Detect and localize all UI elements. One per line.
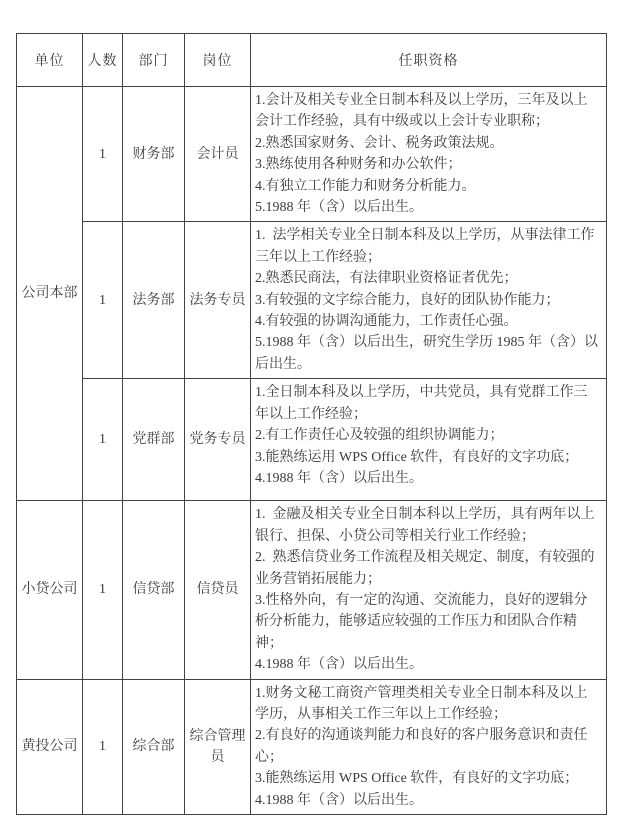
header-row [17, 34, 607, 87]
qualification-line: 2.有工作责任心及较强的组织协调能力； [255, 428, 504, 444]
position-cell: 党务专员 [185, 379, 251, 501]
qualification-line: 4.1988 年（含）以后出生。 [255, 657, 423, 673]
qualification-line: 2.熟悉民商法，有法律职业资格证者优先； [255, 271, 518, 287]
table-row [17, 379, 607, 501]
qualifications-cell [251, 222, 607, 379]
qualifications-cell [251, 379, 607, 501]
qualification-line: 3.有较强的文字综合能力，良好的团队协作能力； [255, 292, 560, 308]
qualification-line: 5.1988 年（含）以后出生，研究生学历 1985 年（含）以后出生。 [255, 335, 598, 372]
qualification-line: 4.1988 年（含）以后出生。 [255, 470, 423, 486]
qualification-line: 1. 金融及相关专业全日制本科以上学历，具有两年以上银行、担保、小贷公司等相关行业工作经验； [255, 507, 595, 544]
count-cell: 1 [83, 222, 123, 379]
position-cell: 信贷员 [185, 501, 251, 679]
count-cell: 1 [83, 501, 123, 679]
qualification-line: 3.熟练使用各种财务和办公软件； [255, 157, 462, 173]
qualifications-cell [251, 679, 607, 814]
col-header-count: 人数 [83, 34, 123, 87]
position-cell: 综合管理员 [185, 679, 251, 814]
col-header-department: 部门 [123, 34, 185, 87]
department-cell: 综合部 [123, 679, 185, 814]
unit-cell-huangtou-company: 黄投公司 [17, 679, 83, 814]
qualification-line: 4.有独立工作能力和财务分析能力。 [255, 178, 476, 194]
department-cell: 党群部 [123, 379, 185, 501]
unit-cell-microloan-company: 小贷公司 [17, 501, 83, 679]
qualification-line: 4.1988 年（含）以后出生。 [255, 792, 423, 808]
position-cell: 会计员 [185, 87, 251, 222]
qualification-line: 2.有良好的沟通谈判能力和良好的客户服务意识和责任心； [255, 728, 588, 765]
department-cell: 财务部 [123, 87, 185, 222]
table-row [17, 222, 607, 379]
qualification-line: 1.全日制本科及以上学历，中共党员，具有党群工作三年以上工作经验； [255, 385, 588, 422]
count-cell: 1 [83, 87, 123, 222]
qualification-line: 3.能熟练运用 WPS Office 软件，有良好的文字功底； [255, 771, 579, 787]
qualification-line: 2.熟悉国家财务、会计、税务政策法规。 [255, 135, 504, 151]
count-cell: 1 [83, 679, 123, 814]
table-row [17, 501, 607, 679]
col-header-unit: 单位 [17, 34, 83, 87]
col-header-qualifications: 任职资格 [251, 34, 607, 87]
qualification-line: 1. 法学相关专业全日制本科及以上学历，从事法律工作三年以上工作经验； [255, 228, 595, 265]
qualification-line: 2. 熟悉信贷业务工作流程及相关规定、制度，有较强的业务营销拓展能力； [255, 550, 595, 587]
qualification-line: 5.1988 年（含）以后出生。 [255, 200, 423, 216]
department-cell: 法务部 [123, 222, 185, 379]
qualification-line: 1.财务文秘工商资产管理类相关专业全日制本科及以上学历，从事相关工作三年以上工作经验； [255, 685, 588, 722]
qualification-line: 3.性格外向，有一定的沟通、交流能力，良好的逻辑分析分析能力，能够适应较强的工作压力和团队合作精神； [255, 592, 588, 651]
qualifications-cell [251, 87, 607, 222]
department-cell: 信贷部 [123, 501, 185, 679]
qualification-line: 3.能熟练运用 WPS Office 软件，有良好的文字功底； [255, 449, 579, 465]
recruitment-table [16, 33, 607, 815]
qualification-line: 1.会计及相关专业全日制本科及以上学历，三年及以上会计工作经验，具有中级或以上会计专业职称； [255, 93, 588, 130]
qualification-line: 4.有较强的协调沟通能力，工作责任心强。 [255, 314, 518, 330]
count-cell: 1 [83, 379, 123, 501]
table-row [17, 679, 607, 814]
qualifications-cell [251, 501, 607, 679]
table-row [17, 87, 607, 222]
col-header-position: 岗位 [185, 34, 251, 87]
position-cell: 法务专员 [185, 222, 251, 379]
unit-cell-company-hq: 公司本部 [17, 87, 83, 501]
